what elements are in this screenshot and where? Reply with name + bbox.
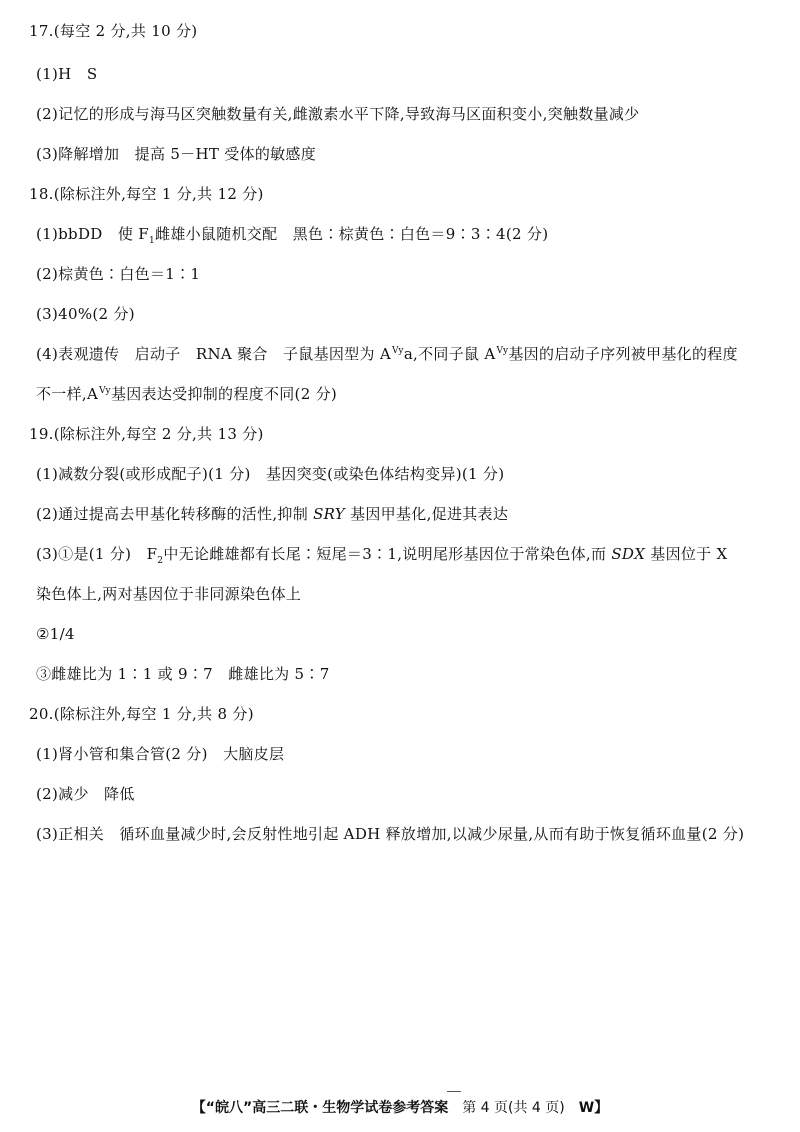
q18-answer-3: (3)40%(2 分) (36, 305, 135, 323)
footer-dash (447, 1091, 461, 1092)
subscript: 2 (157, 556, 164, 566)
q18-a1-text: (1)bbDD 使 F (36, 225, 149, 243)
q18-a4-line2-text-2: 基因表达受抑制的程度不同(2 分) (110, 385, 338, 403)
q18-a4-text-2: a,不同子鼠 A (403, 345, 496, 363)
q19-a2-text-2: 基因甲基化,促进其表达 (345, 505, 509, 523)
q19-title: 19.(除标注外,每空 2 分,共 13 分) (29, 425, 264, 443)
subscript: 1 (148, 236, 156, 246)
q19-answer-3-2: ②1/4 (36, 625, 75, 643)
gene-name: SRY (313, 505, 346, 523)
q17-answer-2: (2)记忆的形成与海马区突触数量有关,雌激素水平下降,导致海马区面积变小,突触数量减少 (36, 105, 640, 123)
q19-a3-text-3: 基因位于 X (645, 545, 728, 563)
q20-answer-3: (3)正相关 循环血量减少时,会反射性地引起 ADH 释放增加,以减少尿量,从而有助于恢复循环血量(2 分) (36, 825, 745, 843)
footer-code: W】 (578, 1100, 609, 1116)
superscript: Vy (496, 346, 509, 356)
footer-title: 【“皖八”高三二联・生物学试卷参考答案 (191, 1100, 449, 1116)
q18-answer-2: (2)棕黄色∶白色＝1∶1 (36, 265, 201, 283)
q20-answer-1: (1)肾小管和集合管(2 分) 大脑皮层 (36, 745, 285, 763)
q19-a3-text: (3)①是(1 分) F (36, 545, 158, 563)
q17-answer-1: (1)H S (36, 65, 98, 83)
page-footer (0, 1098, 800, 1118)
q19-a2-text: (2)通过提高去甲基化转移酶的活性,抑制 (36, 505, 314, 523)
q18-answer-1 (36, 224, 548, 247)
q19-answer-3 (36, 544, 728, 567)
superscript: Vy (391, 346, 404, 356)
q20-title: 20.(除标注外,每空 1 分,共 8 分) (29, 705, 254, 723)
q18-a4-line2-text: 不一样,A (36, 385, 99, 403)
q17-answer-3: (3)降解增加 提高 5－HT 受体的敏感度 (36, 145, 317, 163)
q18-answer-4 (36, 344, 738, 367)
footer-page-number: 第 4 页(共 4 页) (448, 1100, 579, 1116)
q17-title: 17.(每空 2 分,共 10 分) (29, 22, 198, 40)
q19-answer-2 (36, 504, 508, 524)
q19-a3-text-2: 中无论雌雄都有长尾∶短尾＝3∶1,说明尾形基因位于常染色体,而 (163, 545, 612, 563)
q18-a1-text-2: 雌雄小鼠随机交配 黑色∶棕黄色∶白色＝9∶3∶4(2 分) (155, 225, 549, 243)
q19-answer-3-cont: 染色体上,两对基因位于非同源染色体上 (36, 585, 302, 603)
q18-answer-4-cont (36, 384, 337, 407)
gene-name: SDX (611, 545, 646, 563)
q19-answer-1: (1)减数分裂(或形成配子)(1 分) 基因突变(或染色体结构变异)(1 分) (36, 465, 505, 483)
q20-answer-2: (2)减少 降低 (36, 785, 135, 803)
q18-title: 18.(除标注外,每空 1 分,共 12 分) (29, 185, 264, 203)
q18-a4-text-3: 基因的启动子序列被甲基化的程度 (508, 345, 738, 363)
q18-a4-text: (4)表观遗传 启动子 RNA 聚合 子鼠基因型为 A (36, 345, 391, 363)
superscript: Vy (99, 386, 111, 396)
q19-answer-3-3: ③雌雄比为 1∶1 或 9∶7 雌雄比为 5∶7 (36, 665, 330, 683)
